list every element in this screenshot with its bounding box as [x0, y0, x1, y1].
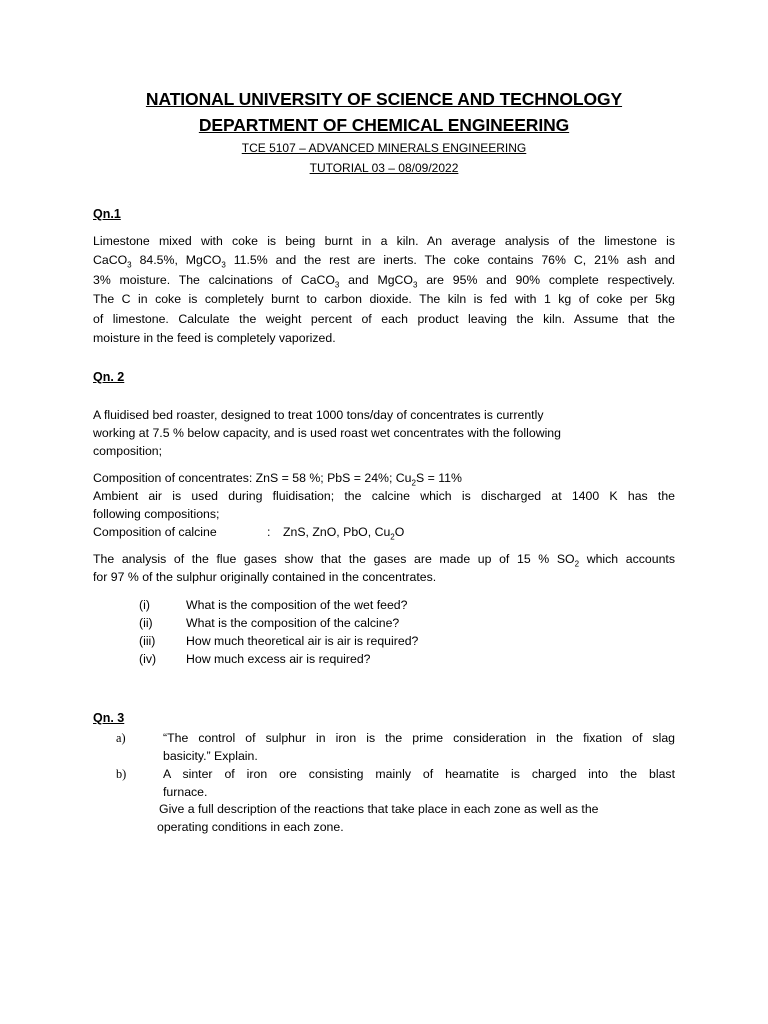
- subquestion-text: How much excess air is required?: [186, 652, 371, 666]
- q3-part-a-number: a): [116, 731, 126, 745]
- tutorial-title: TUTORIAL 03 – 08/09/2022: [309, 161, 459, 175]
- q1-line-2: CaCO$_3$ 84.5%, MgCO$_3$ 11.5% and the rest are inerts. The coke contains 76% C, 21% ash and: [93, 253, 675, 270]
- q1-line-6: moisture in the feed is completely vaporized.: [93, 331, 336, 345]
- q1-line-1: Limestone mixed with coke is being burnt in a kiln. An average analysis of the limestone is: [93, 234, 675, 248]
- subquestion-text: What is the composition of the wet feed?: [186, 598, 408, 612]
- q2-air-line-1: Ambient air is used during fluidisation; the calcine which is discharged at 1400 K has the: [93, 489, 675, 503]
- subquestion-text: How much theoretical air is air is required?: [186, 634, 419, 648]
- calcine-composition: ZnS, ZnO, PbO, $Cu_2O$: [283, 525, 405, 542]
- q3-part-b-line-2: furnace.: [163, 785, 208, 799]
- q2-line-3: composition;: [93, 444, 163, 458]
- question-1-label: Qn.1: [93, 207, 121, 221]
- calcine-label: Composition of calcine: [93, 525, 217, 539]
- q1-line-3: 3% moisture. The calcinations of CaCO$_3$ and MgCO$_3$ are 95% and 90% complete respectively.: [93, 273, 675, 290]
- question-2-label: Qn. 2: [93, 370, 125, 384]
- q3-part-a-line-2: basicity.” Explain.: [163, 749, 258, 763]
- question-3-label: Qn. 3: [93, 711, 125, 725]
- q1-line-4: The C in coke is completely burnt to carbon dioxide. The kiln is fed with 1 kg of coke per 5kg: [93, 292, 675, 306]
- q1-line-5: of limestone. Calculate the weight percent of each product leaving the kiln. Assume that the: [93, 312, 675, 326]
- q2-line-1: A fluidised bed roaster, designed to treat 1000 tons/day of concentrates is currently: [93, 408, 544, 422]
- q2-flue-line-1: The analysis of the flue gases show that the gases are made up of 15 % $SO_2$ which accounts: [93, 552, 675, 569]
- q2-air-line-2: following compositions;: [93, 507, 220, 521]
- subquestion-number: (i): [139, 598, 150, 612]
- concentrate-composition: Composition of concentrates: ZnS = 58 %; PbS = 24%; $Cu_2S = 11\%$: [93, 471, 462, 488]
- subquestion-number: (iii): [139, 634, 156, 648]
- subquestion-text: What is the composition of the calcine?: [186, 616, 400, 630]
- course-title: TCE 5107 – ADVANCED MINERALS ENGINEERING: [241, 141, 527, 155]
- q3-part-b-line-3: Give a full description of the reactions that take place in each zone as well as the: [159, 802, 599, 816]
- q3-part-a-line-1: “The control of sulphur in iron is the prime consideration in the fixation of slag: [163, 731, 675, 745]
- subquestion-number: (iv): [139, 652, 157, 666]
- university-title: NATIONAL UNIVERSITY OF SCIENCE AND TECHNOLOGY: [145, 89, 623, 109]
- q3-part-b-number: b): [116, 767, 127, 781]
- q3-part-b-line-4: operating conditions in each zone.: [157, 820, 344, 834]
- department-title: DEPARTMENT OF CHEMICAL ENGINEERING: [198, 115, 570, 135]
- q2-flue-line-2: for 97 % of the sulphur originally contained in the concentrates.: [93, 570, 437, 584]
- q2-line-2: working at 7.5 % below capacity, and is used roast wet concentrates with the following: [93, 426, 561, 440]
- calcine-colon: :: [267, 525, 271, 539]
- subquestion-number: (ii): [139, 616, 153, 630]
- q3-part-b-line-1: A sinter of iron ore consisting mainly of heamatite is charged into the blast: [163, 767, 675, 781]
